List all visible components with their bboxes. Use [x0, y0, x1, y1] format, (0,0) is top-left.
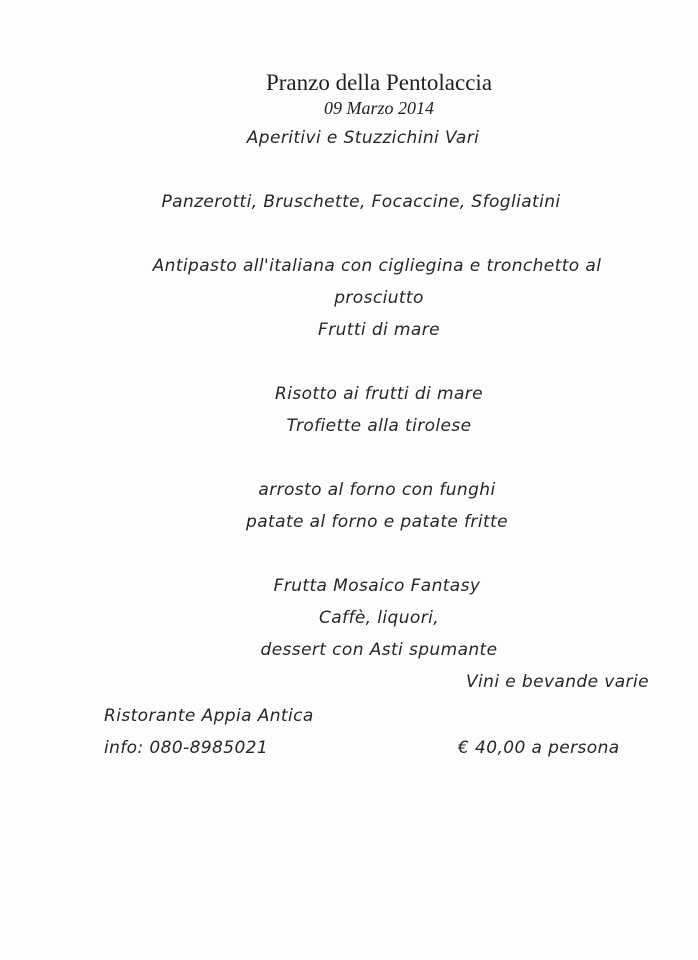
menu-vini: Vini e bevande varie [466, 672, 649, 692]
menu-caffe: Caffè, liquori, [318, 608, 440, 628]
menu-frutta: Frutta Mosaico Fantasy [273, 576, 481, 596]
menu-secondo-2: patate al forno e patate fritte [246, 512, 508, 532]
menu-antipasto-line2: prosciutto [334, 288, 424, 308]
menu-primo-2: Trofiette alla tirolese [286, 416, 472, 436]
page-title: Pranzo della Pentolaccia [265, 70, 493, 95]
event-date: 09 Marzo 2014 [323, 98, 434, 118]
menu-stuzzichini: Panzerotti, Bruschette, Focaccine, Sfogliatini [161, 192, 561, 212]
menu-aperitivi: Aperitivi e Stuzzichini Vari [246, 128, 480, 148]
menu-antipasto-line3: Frutti di mare [318, 320, 440, 340]
restaurant-name: Ristorante Appia Antica [104, 706, 314, 726]
menu-secondo-1: arrosto al forno con funghi [258, 480, 496, 500]
restaurant-phone: info: 080-8985021 [104, 738, 269, 758]
menu-antipasto-line1: Antipasto all'italiana con cigliegina e tronchetto al [152, 256, 602, 276]
menu-dessert: dessert con Asti spumante [260, 640, 498, 660]
price-per-person: € 40,00 a persona [458, 738, 620, 758]
menu-primo-1: Risotto ai frutti di mare [274, 384, 484, 404]
